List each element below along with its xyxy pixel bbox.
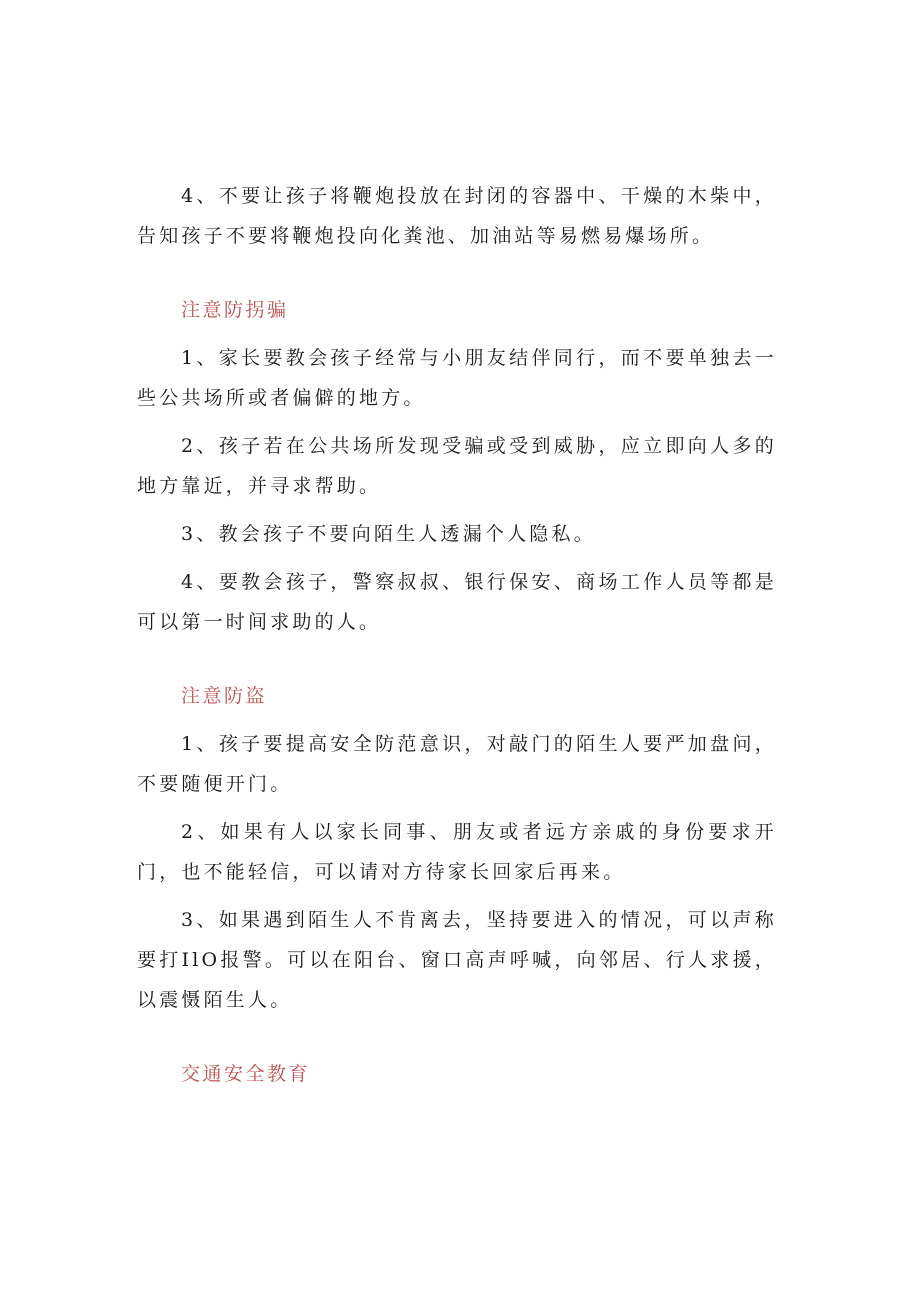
paragraph-spacer <box>137 418 777 426</box>
heading-spacer <box>137 330 777 338</box>
anti-theft-tip-1: 1、孩子要提高安全防范意识，对敲门的陌生人要严加盘问，不要随便开门。 <box>137 733 777 795</box>
paragraph-spacer <box>137 506 777 514</box>
anti-abduction-tip-2: 2、孩子若在公共场所发现受骗或受到威胁，应立即向人多的地方靠近，并寻求帮助。 <box>137 435 777 497</box>
anti-abduction-tip-3: 3、教会孩子不要向陌生人透漏个人隐私。 <box>181 523 596 545</box>
firecracker-tip-4: 4、不要让孩子将鞭炮投放在封闭的容器中、干燥的木柴中，告知孩子不要将鞭炮投向化粪池、加油站等易燃易爆场所。 <box>137 185 777 247</box>
paragraph-spacer <box>137 554 777 562</box>
anti-theft-tip-3: 3、如果遇到陌生人不肯离去，坚持要进入的情况，可以声称要打IlO报警。可以在阳台、窗口高声呼喊，向邻居、行人求援，以震慑陌生人。 <box>137 909 777 1011</box>
heading-spacer <box>137 716 777 724</box>
anti-theft-tip-2: 2、如果有人以家长同事、朋友或者远方亲戚的身份要求开门，也不能轻信，可以请对方待家长回家后再来。 <box>137 821 777 883</box>
paragraph-spacer <box>137 804 777 812</box>
document-body <box>137 176 777 1094</box>
section-spacer <box>137 256 777 290</box>
section-heading-traffic-safety: 交通安全教育 <box>181 1063 311 1085</box>
paragraph-spacer <box>137 892 777 900</box>
anti-abduction-tip-1: 1、家长要教会孩子经常与小朋友结伴同行，而不要单独去一些公共场所或者偏僻的地方。 <box>137 347 777 409</box>
section-spacer <box>137 642 777 676</box>
section-spacer <box>137 1020 777 1054</box>
anti-abduction-tip-4: 4、要教会孩子，警察叔叔、银行保安、商场工作人员等都是可以第一时间求助的人。 <box>137 571 777 633</box>
section-heading-anti-abduction: 注意防拐骗 <box>181 299 289 321</box>
section-heading-anti-theft: 注意防盗 <box>181 685 268 707</box>
